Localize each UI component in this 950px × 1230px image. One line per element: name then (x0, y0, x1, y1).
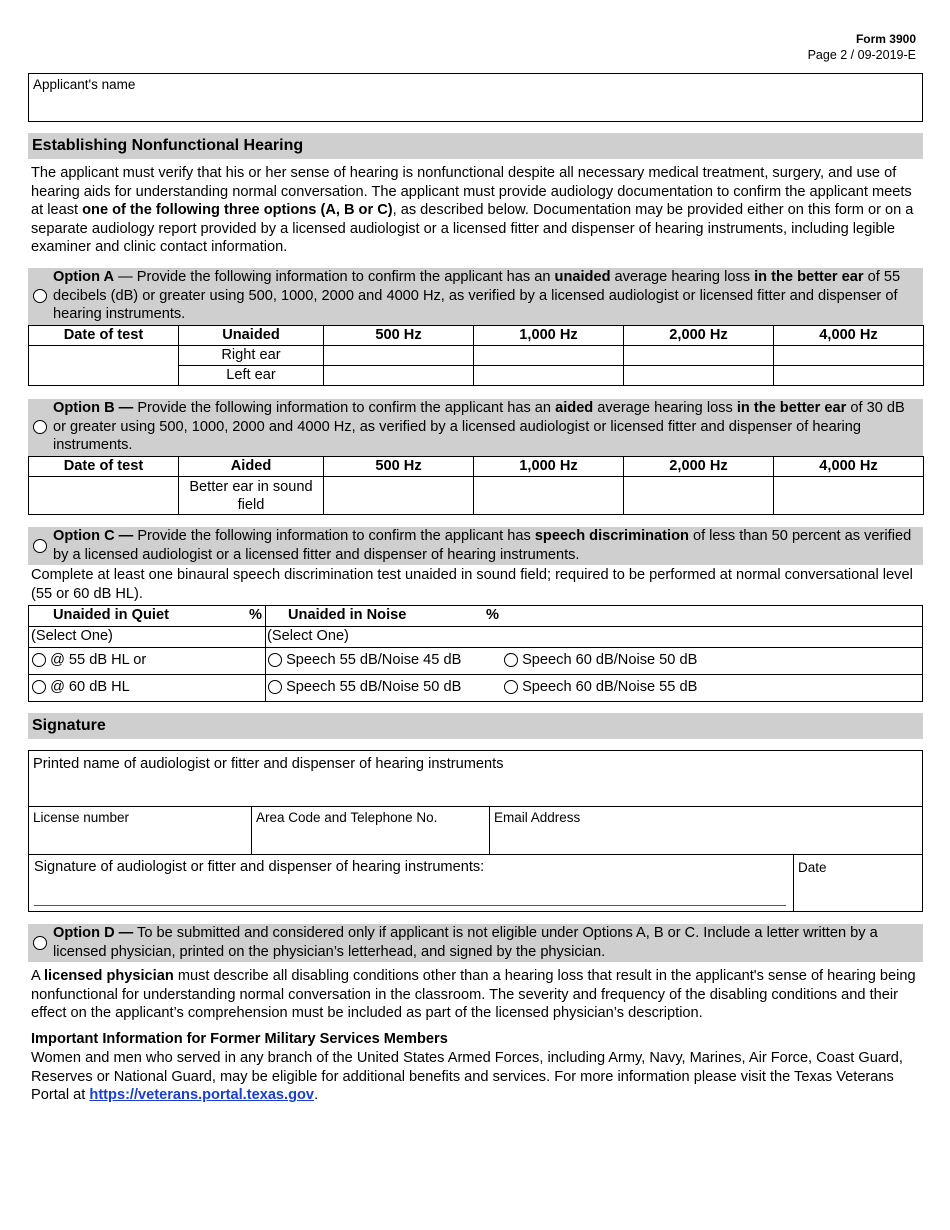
right-2000-input[interactable] (624, 346, 774, 366)
signature-label[interactable]: Signature of audiologist or fitter and dispenser of hearing instruments: (34, 859, 485, 875)
col-date-of-test: Date of test (29, 457, 179, 477)
col-date-of-test: Date of test (29, 326, 179, 346)
unaided-noise-header: Unaided in Noise (288, 607, 407, 623)
noise-55-45-option[interactable]: Speech 55 dB/Noise 45 dB (268, 652, 461, 668)
quiet-60-option[interactable]: @ 60 dB HL (32, 679, 130, 695)
left-2000-input[interactable] (624, 366, 774, 386)
noise-60-55-option[interactable]: Speech 60 dB/Noise 55 dB (504, 679, 697, 695)
col-1000hz: 1,000 Hz (474, 326, 624, 346)
aided-1000-input[interactable] (474, 477, 624, 515)
license-number-label[interactable]: License number (33, 810, 130, 825)
option-b-radio[interactable] (33, 420, 47, 434)
phone-label[interactable]: Area Code and Telephone No. (256, 810, 438, 825)
option-b-header: Option B — Provide the following information to confirm the applicant has an aided average hearing loss in the better ear of 30 dB or greater using 500, 1000, 2000 and 4000 Hz, as verified by a licensed audiologist or licensed fitter and dispenser of hearing instruments. (28, 399, 923, 456)
section-title-signature: Signature (28, 713, 923, 739)
right-4000-input[interactable] (774, 346, 924, 366)
right-1000-input[interactable] (474, 346, 624, 366)
speech-discrimination-grid (28, 605, 923, 702)
applicant-name-field[interactable] (28, 73, 923, 122)
unaided-quiet-percent: % (249, 607, 262, 623)
date-of-test-input[interactable] (29, 477, 179, 515)
veterans-portal-link[interactable]: https://veterans.portal.texas.gov (89, 1087, 315, 1104)
radio-icon[interactable] (32, 680, 46, 694)
col-aided: Aided (179, 457, 324, 477)
option-d-header: Option D — To be submitted and considered only if applicant is not eligible under Options A, B or C. Include a letter written by a licensed physician, printed on the physician’s letterhead, and signed by the physician. (28, 924, 923, 962)
email-label[interactable]: Email Address (494, 810, 581, 825)
option-b-table (28, 456, 924, 515)
right-500-input[interactable] (324, 346, 474, 366)
option-c-header: Option C — Provide the following information to confirm the applicant has speech discrimination of less than 50 percent as verified by a licensed audiologist or a licensed fitter and dispenser of hearing instruments. (28, 527, 923, 565)
option-c-note: Complete at least one binaural speech discrimination test unaided in sound field; required to be performed at normal conversational level (55 or 60 dB HL). (31, 567, 913, 602)
form-number: Form 3900 (855, 32, 916, 46)
option-c-radio[interactable] (33, 539, 47, 553)
aided-500-input[interactable] (324, 477, 474, 515)
printed-name-label[interactable]: Printed name of audiologist or fitter and dispenser of hearing instruments (33, 756, 504, 772)
option-d-paragraph: A licensed physician must describe all disabling conditions other than a hearing loss that result in the applicant's sense of hearing being nonfunctional for understanding normal conversation in the classroom. The severity and frequency of the disabling conditions and their effect on the applicant’s comprehension must be included as part of the licensed physician’s description. (31, 968, 916, 1022)
unaided-quiet-header: Unaided in Quiet (53, 607, 169, 623)
date-of-test-input[interactable] (29, 346, 179, 386)
col-1000hz: 1,000 Hz (474, 457, 624, 477)
radio-icon[interactable] (504, 653, 518, 667)
radio-icon[interactable] (268, 653, 282, 667)
radio-icon[interactable] (504, 680, 518, 694)
better-ear-label: Better ear in sound field (179, 477, 324, 515)
left-ear-label: Left ear (179, 366, 324, 386)
radio-icon[interactable] (32, 653, 46, 667)
option-a-header: Option A — Provide the following information to confirm the applicant has an unaided average hearing loss in the better ear of 55 decibels (dB) or greater using 500, 1000, 2000 and 4000 Hz, as verified by a licensed audiologist or licensed fitter and dispenser of hearing instruments. (28, 268, 923, 325)
noise-55-50-option[interactable]: Speech 55 dB/Noise 50 dB (268, 679, 461, 695)
left-4000-input[interactable] (774, 366, 924, 386)
unaided-noise-percent: % (486, 607, 499, 623)
col-4000hz: 4,000 Hz (774, 326, 924, 346)
intro-paragraph: The applicant must verify that his or her sense of hearing is nonfunctional despite all necessary medical treatment, surgery, and use of hearing aids for understanding normal conversation. The applicant must provide audiology documentation to confirm the applicant meets at least one of the following three options (A, B or C), as described below. Documentation may be provided either on this form or on a separate audiology report provided by a licensed audiologist or a licensed fitter and dispenser of hearing instruments, including legible examiner and clinic contact information. (31, 165, 914, 256)
applicant-name-label: Applicant's name (33, 77, 136, 92)
option-d-radio[interactable] (33, 936, 47, 950)
col-unaided: Unaided (179, 326, 324, 346)
left-500-input[interactable] (324, 366, 474, 386)
col-500hz: 500 Hz (324, 326, 474, 346)
col-2000hz: 2,000 Hz (624, 457, 774, 477)
radio-icon[interactable] (268, 680, 282, 694)
military-title: Important Information for Former Military Services Members (31, 1031, 448, 1047)
aided-2000-input[interactable] (624, 477, 774, 515)
col-4000hz: 4,000 Hz (774, 457, 924, 477)
right-ear-label: Right ear (179, 346, 324, 366)
noise-60-50-option[interactable]: Speech 60 dB/Noise 50 dB (504, 652, 697, 668)
signature-block (28, 750, 923, 912)
col-500hz: 500 Hz (324, 457, 474, 477)
noise-select-one: (Select One) (267, 628, 349, 644)
date-label[interactable]: Date (798, 860, 827, 875)
quiet-select-one: (Select One) (31, 628, 113, 644)
page-number: Page 2 / 09-2019-E (807, 48, 916, 62)
military-paragraph: Women and men who served in any branch of the United States Armed Forces, including Army, Navy, Marines, Air Force, Coast Guard, Reserves or National Guard, may be eligible for additional benefits and services. For more information please visit the Texas Veterans Portal at https://veterans.portal.texas.gov. (31, 1050, 903, 1104)
aided-4000-input[interactable] (774, 477, 924, 515)
section-title-nonfunctional-hearing: Establishing Nonfunctional Hearing (28, 133, 923, 159)
col-2000hz: 2,000 Hz (624, 326, 774, 346)
left-1000-input[interactable] (474, 366, 624, 386)
quiet-55-option[interactable]: @ 55 dB HL or (32, 652, 146, 668)
option-a-radio[interactable] (33, 289, 47, 303)
option-a-table (28, 325, 924, 386)
